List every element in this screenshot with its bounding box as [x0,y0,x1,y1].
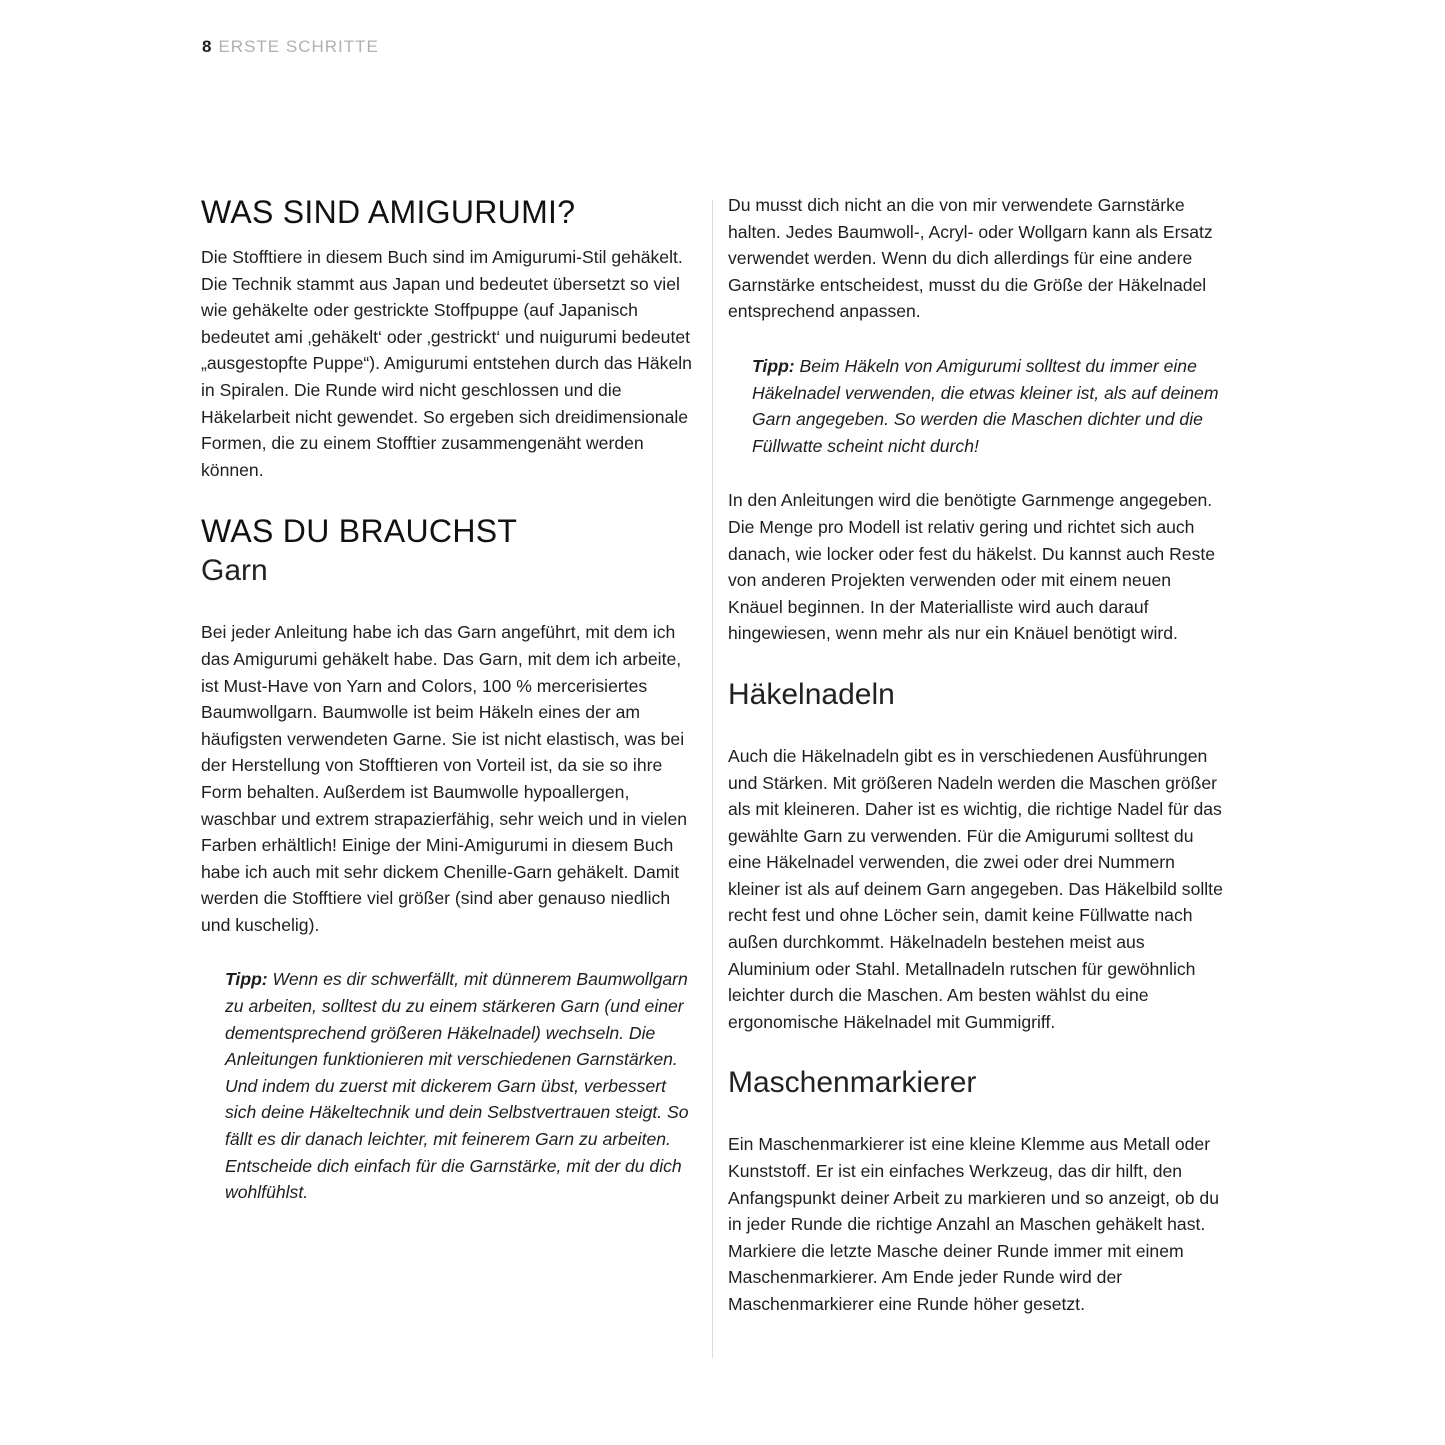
tip-label: Tipp: [225,969,268,990]
tip-box-garn [225,966,697,1205]
running-head [202,37,379,57]
paragraph-garnstaerke: Du musst dich nicht an die von mir verwendete Garnstärke halten. Jedes Baumwoll-, Acryl- oder Wollgarn kann als Ersatz verwendet werden. Wenn du dich allerdings für eine andere Garnstärke entscheidest, musst du die Größe der Häkelnadel entsprechend anpassen. [728,195,1213,322]
heading-was-du-brauchst: WAS DU BRAUCHST [201,513,518,550]
paragraph-haekelnadeln: Auch die Häkelnadeln gibt es in verschiedenen Ausführungen und Stärken. Mit größeren Nadeln werden die Maschen größer als mit kleineren. Daher ist es wichtig, die richtige Nadel für das gewählte Garn zu verwenden. Für die Amigurumi solltest du eine Häkelnadel verwenden, die zwei oder drei Nummern kleiner ist als auf deinem Garn angegeben. Das Häkelbild sollte recht fest und ohne Löcher sein, damit keine Füllwatte nach außen durchkommt. Häkelnadeln bestehen meist aus Aluminium oder Stahl. Metallnadeln rutschen für gewöhnlich leichter durch die Maschen. Am besten wählst du eine ergonomische Häkelnadel mit Gummigriff. [728,745,1223,1032]
tip-box-nadel [752,353,1228,459]
tip-label: Tipp: [752,355,795,376]
paragraph-maschenmarkierer: Ein Maschenmarkierer ist eine kleine Klemme aus Metall oder Kunststoff. Er ist ein einfaches Werkzeug, das dir hilft, den Anfangspunkt deiner Arbeit zu markieren und so anzeigt, ob du in jeder Runde die richtige Anzahl an Maschen gehäkelt hast. Markiere die letzte Masche deiner Runde immer mit einem Maschenmarkierer. Am Ende jeder Runde wird der Maschenmarkierer eine Runde höher gesetzt. [728,1134,1219,1314]
tip-text: Wenn es dir schwerfällt, mit dünnerem Baumwollgarn zu arbeiten, solltest du zu einem stärkeren Garn (und einer dementsprechend größeren Häkelnadel) wechseln. Die Anleitungen funktionieren mit verschiedenen Garnstärken. Und indem du zuerst mit dickerem Garn übst, verbessert sich deine Häkeltechnik und dein Selbstvertrauen steigt. So fällt es dir danach leichter, mit feinerem Garn zu arbeiten. Entscheide dich einfach für die Garnstärke, mit der du dich wohlfühlst. [225,969,689,1203]
paragraph-intro: Die Stofftiere in diesem Buch sind im Amigurumi-Stil gehäkelt. Die Technik stammt aus Japan und bedeutet übersetzt so viel wie gehäkelte oder gestrickte Stoffpuppe (auf Japanisch bedeutet ami ‚gehäkelt‘ oder ‚gestrickt‘ und nuigurumi bedeutet „ausgestopfte Puppe“). Amigurumi entstehen durch das Häkeln in Spiralen. Die Runde wird nicht geschlossen und die Häkelarbeit nicht gewendet. So ergeben sich dreidimensionale Formen, die zu einem Stofftier zusammengenäht werden können. [201,247,692,480]
paragraph-garnmenge: In den Anleitungen wird die benötigte Garnmenge angegeben. Die Menge pro Modell ist relativ gering und richtet sich auch danach, wie locker oder fest du häkelst. Du kannst auch Reste von anderen Projekten verwenden oder mit einem neuen Knäuel beginnen. In der Materialliste wird auch darauf hingewiesen, wenn mehr als nur ein Knäuel benötigt wird. [728,490,1216,644]
column-divider [712,200,713,1358]
section-title: ERSTE SCHRITTE [218,37,379,56]
left-column [201,192,697,1206]
heading-maschenmarkierer: Maschenmarkierer [728,1066,977,1100]
right-column [728,192,1228,1318]
paragraph-garn: Bei jeder Anleitung habe ich das Garn angeführt, mit dem ich das Amigurumi gehäkelt habe. Das Garn, mit dem ich arbeite, ist Must-Have von Yarn and Colors, 100 % mercerisiertes Baumwollgarn. Baumwolle ist beim Häkeln eines der am häufigsten verwendeten Garne. Sie ist nicht elastisch, was bei der Herstellung von Stofftieren von Vorteil ist, da sie so ihre Form behalten. Außerdem ist Baumwolle hypoallergen, waschbar und extrem strapazierfähig, sehr weich und in vielen Farben erhältlich! Einige der Mini-Amigurumi in diesem Buch habe ich auch mit sehr dickem Chenille-Garn gehäkelt. Damit werden die Stofftiere viel größer (sind aber genauso niedlich und kuschelig). [201,622,688,935]
heading-garn: Garn [201,554,268,588]
heading-was-sind-amigurumi: WAS SIND AMIGURUMI? [201,194,576,230]
heading-haekelnadeln: Häkelnadeln [728,677,895,711]
tip-text: Beim Häkeln von Amigurumi solltest du immer eine Häkelnadel verwenden, die etwas kleiner ist, als auf deinem Garn angegeben. So werden die Maschen dichter und die Füllwatte scheint nicht durch! [752,355,1219,456]
page-number: 8 [202,37,213,56]
